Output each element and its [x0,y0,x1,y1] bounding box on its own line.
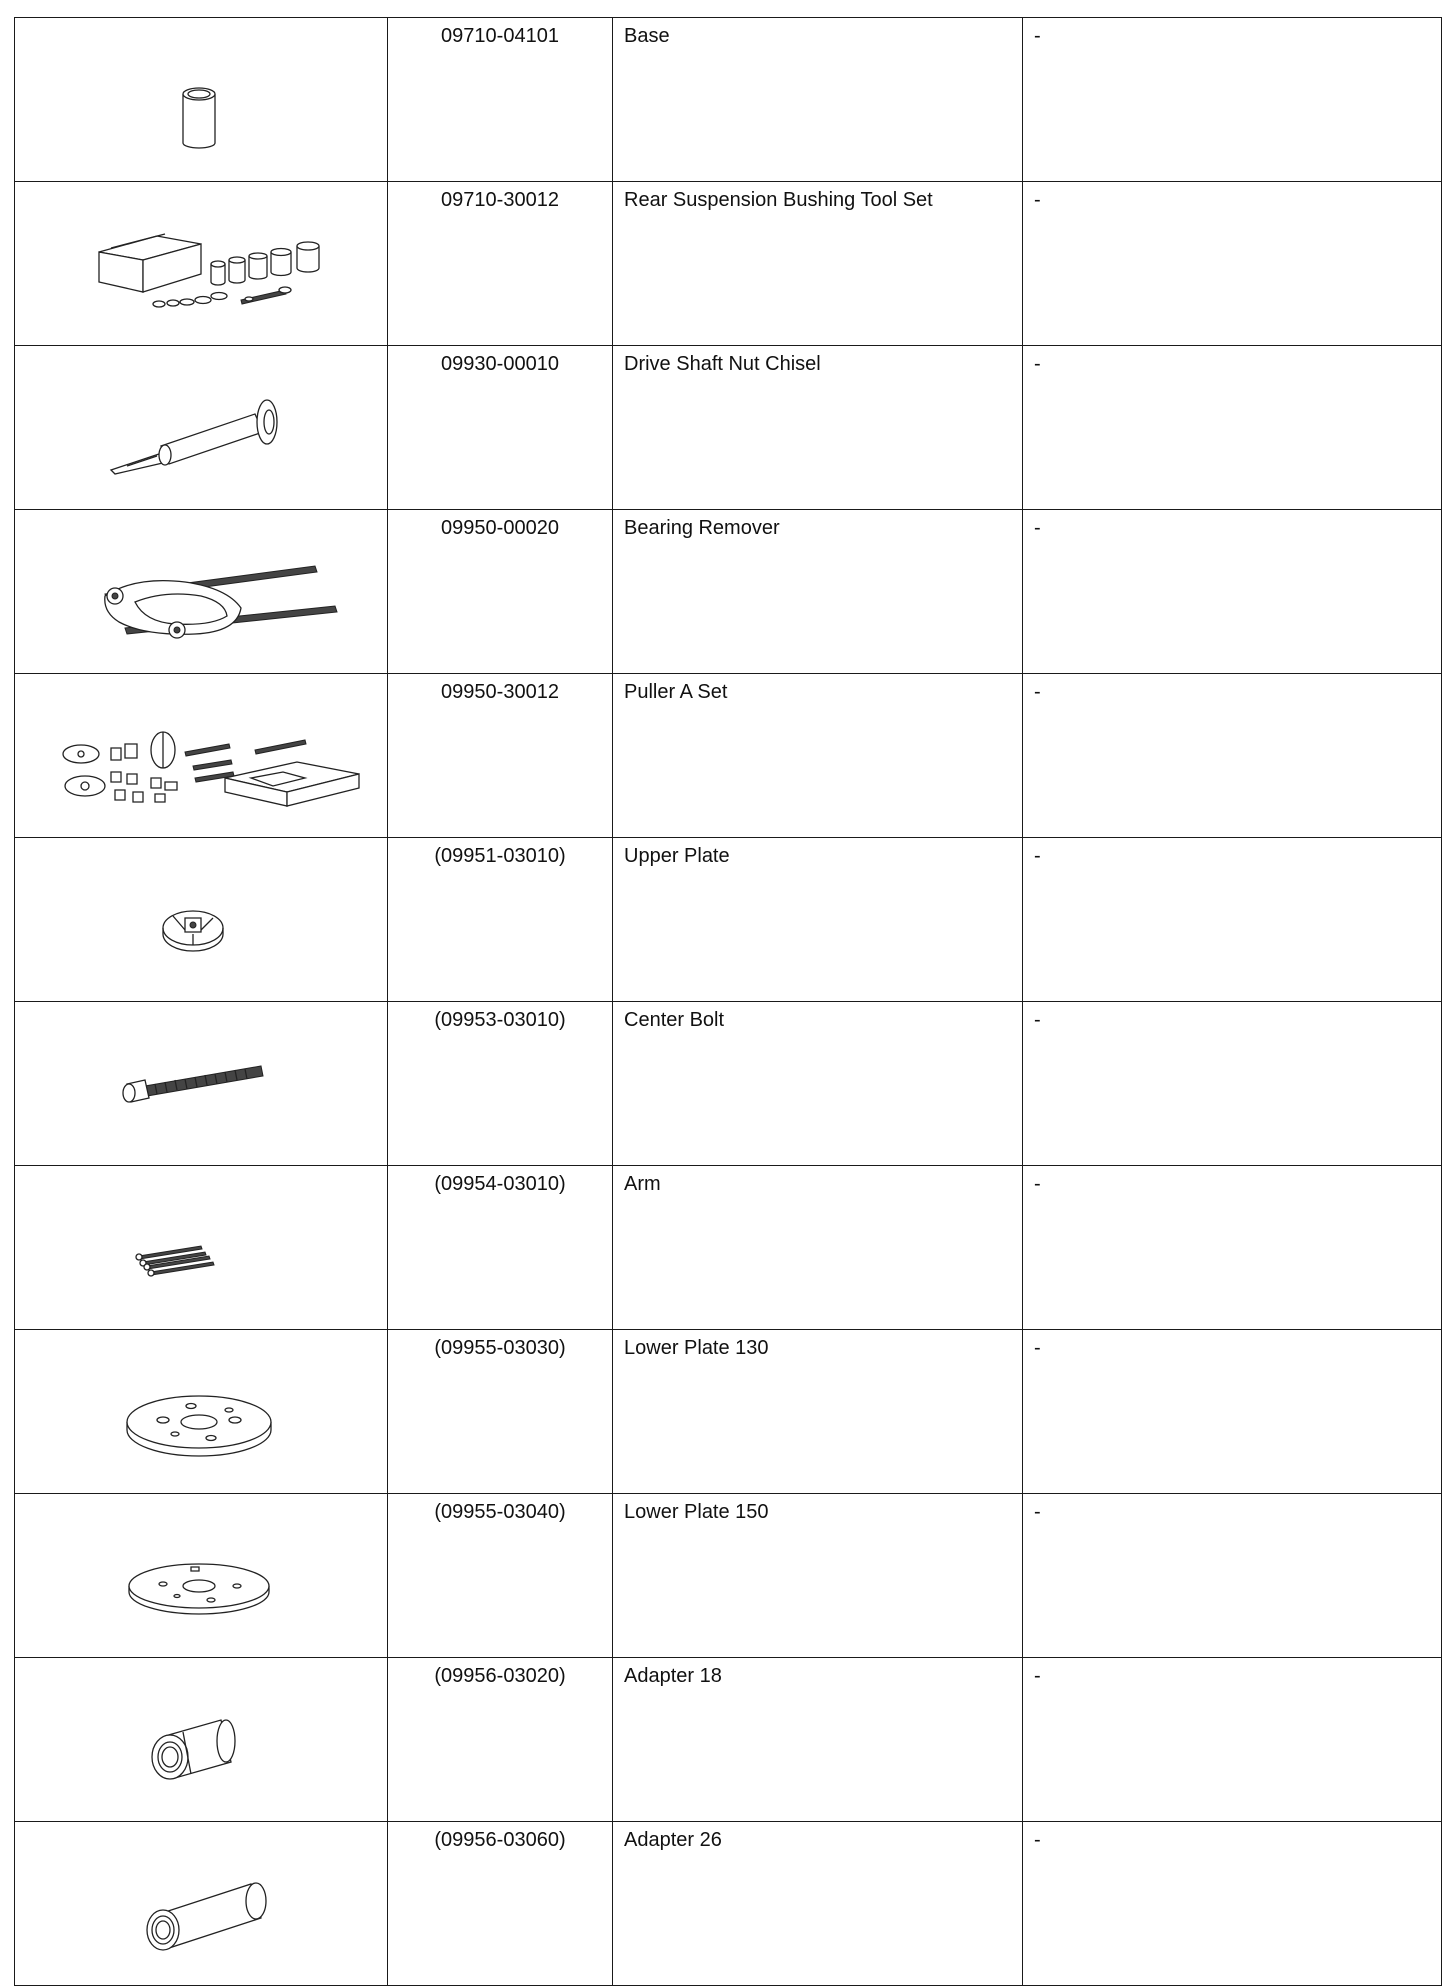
part-number: (09953-03010) [388,1002,613,1166]
part-number: (09951-03010) [388,838,613,1002]
tool-note: - [1023,1494,1442,1658]
tool-note: - [1023,346,1442,510]
part-number: 09930-00010 [388,346,613,510]
tool-note: - [1023,1002,1442,1166]
sleeve-base-icon [15,18,387,178]
adapter-26-icon [15,1822,387,1982]
table-row [15,1166,1442,1330]
tool-name: Drive Shaft Nut Chisel [613,346,1023,510]
arm-rods-icon [15,1166,387,1326]
puller-set-icon [15,674,387,834]
lower-plate-130-icon [15,1330,387,1490]
table-row [15,346,1442,510]
tool-name: Rear Suspension Bushing Tool Set [613,182,1023,346]
tool-name: Arm [613,1166,1023,1330]
table-row [15,1494,1442,1658]
illustration-cell [15,838,388,1002]
tool-note: - [1023,1330,1442,1494]
tool-name: Puller A Set [613,674,1023,838]
table-row [15,182,1442,346]
tool-note: - [1023,838,1442,1002]
part-number: 09950-00020 [388,510,613,674]
illustration-cell [15,1002,388,1166]
tool-name: Adapter 18 [613,1658,1023,1822]
lower-plate-150-icon [15,1494,387,1654]
part-number: (09955-03030) [388,1330,613,1494]
illustration-cell [15,18,388,182]
bearing-remover-icon [15,510,387,670]
table-row [15,674,1442,838]
center-bolt-icon [15,1002,387,1162]
table-row [15,1658,1442,1822]
tool-name: Bearing Remover [613,510,1023,674]
tool-note: - [1023,1166,1442,1330]
illustration-cell [15,1166,388,1330]
illustration-cell [15,1494,388,1658]
tool-name: Adapter 26 [613,1822,1023,1986]
illustration-cell [15,182,388,346]
table-row [15,1002,1442,1166]
illustration-cell [15,1658,388,1822]
table-row [15,18,1442,182]
tool-note: - [1023,182,1442,346]
tool-name: Lower Plate 150 [613,1494,1023,1658]
tool-note: - [1023,1658,1442,1822]
tool-note: - [1023,674,1442,838]
part-number: 09710-30012 [388,182,613,346]
table-row [15,838,1442,1002]
part-number: 09710-04101 [388,18,613,182]
bushing-tool-set-icon [15,182,387,342]
table-row [15,1330,1442,1494]
illustration-cell [15,346,388,510]
adapter-18-icon [15,1658,387,1818]
tool-name: Lower Plate 130 [613,1330,1023,1494]
illustration-cell [15,674,388,838]
illustration-cell [15,1822,388,1986]
tool-note: - [1023,18,1442,182]
part-number: (09955-03040) [388,1494,613,1658]
table-row [15,1822,1442,1986]
part-number: (09956-03060) [388,1822,613,1986]
illustration-cell [15,1330,388,1494]
tool-name: Center Bolt [613,1002,1023,1166]
tool-note: - [1023,1822,1442,1986]
table-row [15,510,1442,674]
tool-name: Upper Plate [613,838,1023,1002]
special-tools-table [14,17,1442,1986]
illustration-cell [15,510,388,674]
part-number: (09954-03010) [388,1166,613,1330]
part-number: (09956-03020) [388,1658,613,1822]
chisel-icon [15,346,387,506]
upper-plate-icon [15,838,387,998]
tool-note: - [1023,510,1442,674]
part-number: 09950-30012 [388,674,613,838]
tool-name: Base [613,18,1023,182]
